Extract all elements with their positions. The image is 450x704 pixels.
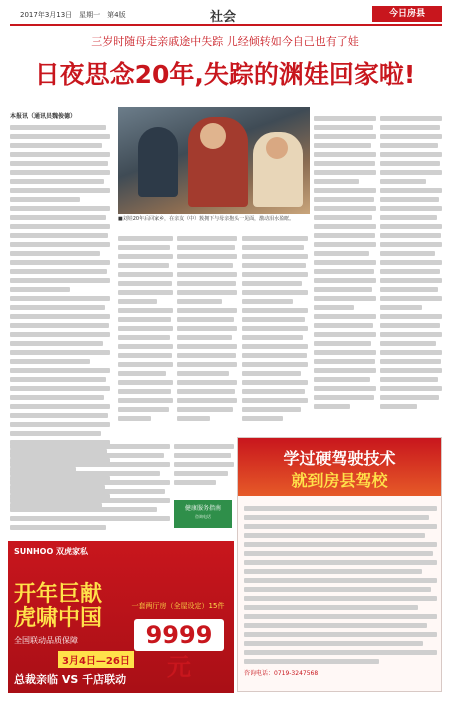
driving-school-ad	[237, 437, 442, 692]
furniture-subtitle: 全国联动品质保障	[14, 636, 78, 645]
article-column-3	[177, 232, 237, 437]
furniture-slogan	[14, 583, 102, 631]
article-subhead: 三岁时随母走亲戚途中失踪 儿经倾转如今自己也有了娃	[91, 35, 359, 48]
furniture-date: 3月4日—26日	[58, 651, 134, 668]
page-header	[10, 6, 442, 26]
furniture-promo: 一套两厅房（全屋设定）15件	[131, 602, 225, 610]
article-column-2	[118, 232, 173, 437]
health-sub: 咨询电话	[195, 514, 211, 519]
photo-face-center	[200, 123, 226, 149]
article-headline: 日夜思念20年,失踪的渊娃回家啦!	[34, 60, 416, 89]
furniture-ad	[8, 541, 234, 693]
photo-face-right	[266, 137, 288, 159]
driving-school-phone: 咨询电话：0719-3247568	[244, 670, 319, 677]
newspaper-logo: 今日房县	[372, 6, 442, 22]
health-title: 健康服务指南	[184, 505, 221, 512]
issue-date: 2017年3月13日 星期一 第4版	[20, 11, 126, 19]
news-photo	[118, 107, 310, 214]
furniture-slogan-line-1: 开年巨献	[14, 582, 103, 607]
furniture-slogan-line-2: 虎啸中国	[14, 606, 103, 631]
photo-caption: ■刘娃20年后回家乡，在亲友（中）簇拥下与母亲抱头一见面，激动泪水盈眶。	[118, 216, 295, 222]
driving-school-title-1: 学过硬驾驶技术	[283, 449, 396, 468]
driving-school-title-2: 就到房县驾校	[291, 471, 388, 490]
article-lower-middle	[174, 440, 234, 498]
furniture-brand: SUNHOO 双虎家私	[14, 547, 89, 556]
driving-school-ad-text	[244, 502, 437, 677]
section-title: 社会	[210, 10, 237, 25]
article-column-6	[380, 112, 442, 432]
health-service-box	[174, 500, 232, 528]
furniture-price: 9999元	[134, 619, 224, 651]
byline: 本报讯（通讯员魏俊德）	[10, 113, 77, 120]
article-column-5	[314, 112, 376, 432]
photo-person-left	[138, 127, 178, 197]
article-column-4	[242, 232, 308, 437]
furniture-footer: 总裁亲临 VS 千店联动	[14, 673, 127, 686]
article-lower-left	[10, 440, 170, 538]
